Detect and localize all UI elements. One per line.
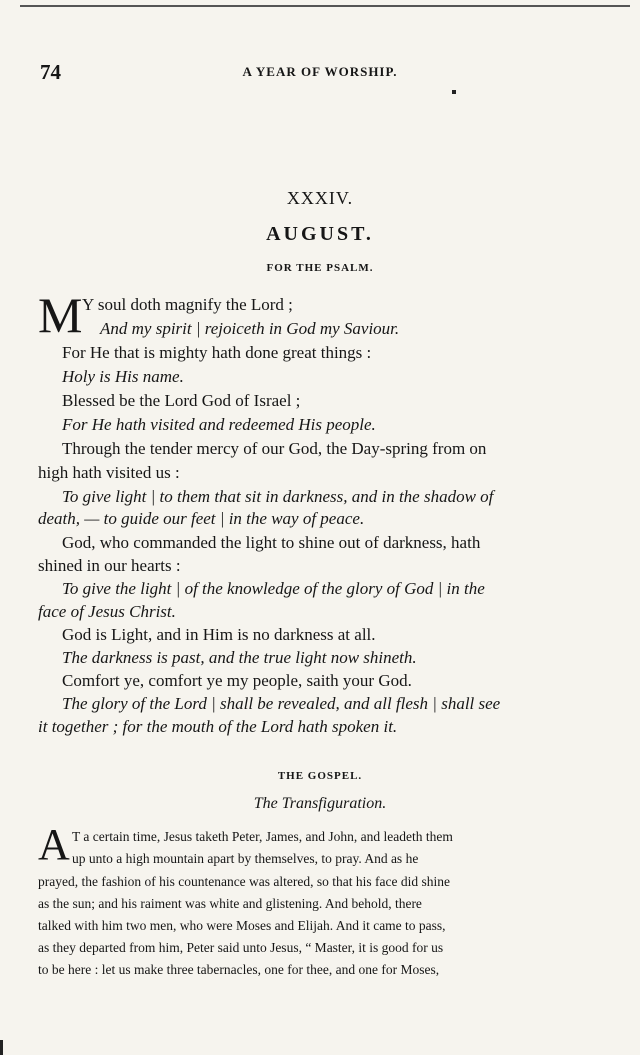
edge-mark [0,1040,3,1055]
psalm-line-11: God, who commanded the light to shine out of darkness, hath [62,533,481,552]
psalm-line-1: Y soul doth magnify the Lord ; [82,295,293,314]
gospel-drop-cap: A [38,820,70,869]
psalm-line-19: it together ; for the mouth of the Lord hath spoken it. [38,717,398,736]
psalm-line-9: To give light | to them that sit in darkness, and in the shadow of [62,487,494,506]
page-number: 74 [40,60,61,84]
psalm-heading: FOR THE PSALM. [266,262,374,274]
psalm-line-12: shined in our hearts : [38,556,181,575]
psalm-line-10: death, — to guide our feet | in the way of peace. [38,509,365,528]
psalm-line-15: God is Light, and in Him is no darkness at all. [62,625,376,644]
gospel-line-4: as the sun; and his raiment was white and glistening. And behold, there [38,896,422,911]
gospel-line-2: up unto a high mountain apart by themselves, to pray. And as he [72,851,419,866]
psalm-line-16: The darkness is past, and the true light now shineth. [62,648,417,667]
gospel-heading: THE GOSPEL. [277,770,363,782]
psalm-line-6: For He hath visited and redeemed His people. [62,415,376,434]
gospel-line-1: T a certain time, Jesus taketh Peter, James, and John, and leadeth them [72,829,453,844]
psalm-line-5: Blessed be the Lord God of Israel ; [62,391,301,410]
section-month: AUGUST. [266,223,374,245]
gospel-line-7: to be here : let us make three tabernacles, one for thee, and one for Moses, [38,962,440,977]
section-numeral: XXXIV. [286,188,354,208]
running-head: A YEAR OF WORSHIP. [242,64,398,79]
gospel-line-6: as they departed from him, Peter said unto Jesus, “ Master, it is good for us [38,940,444,955]
top-rule [20,5,630,7]
gospel-line-5: talked with him two men, who were Moses and Elijah. And it came to pass, [38,918,446,933]
psalm-line-7: Through the tender mercy of our God, the Day-spring from on [62,439,487,458]
gospel-subtitle: The Transfiguration. [253,795,387,812]
psalm-line-17: Comfort ye, comfort ye my people, saith your God. [62,671,412,690]
psalm-line-18: The glory of the Lord | shall be revealed, and all flesh | shall see [62,694,501,713]
psalm-line-2: And my spirit | rejoiceth in God my Saviour. [100,319,400,338]
psalm-line-3: For He that is mighty hath done great things : [62,343,372,362]
psalm-line-13: To give the light | of the knowledge of the glory of God | in the [62,579,485,598]
psalm-line-4: Holy is His name. [62,367,184,386]
psalm-line-14: face of Jesus Christ. [38,602,176,621]
ink-dot [452,90,456,94]
gospel-line-3: prayed, the fashion of his countenance was altered, so that his face did shine [38,874,450,889]
page-header [40,60,600,84]
psalm-line-8: high hath visited us : [38,463,180,482]
psalm-drop-cap: M [38,287,83,343]
